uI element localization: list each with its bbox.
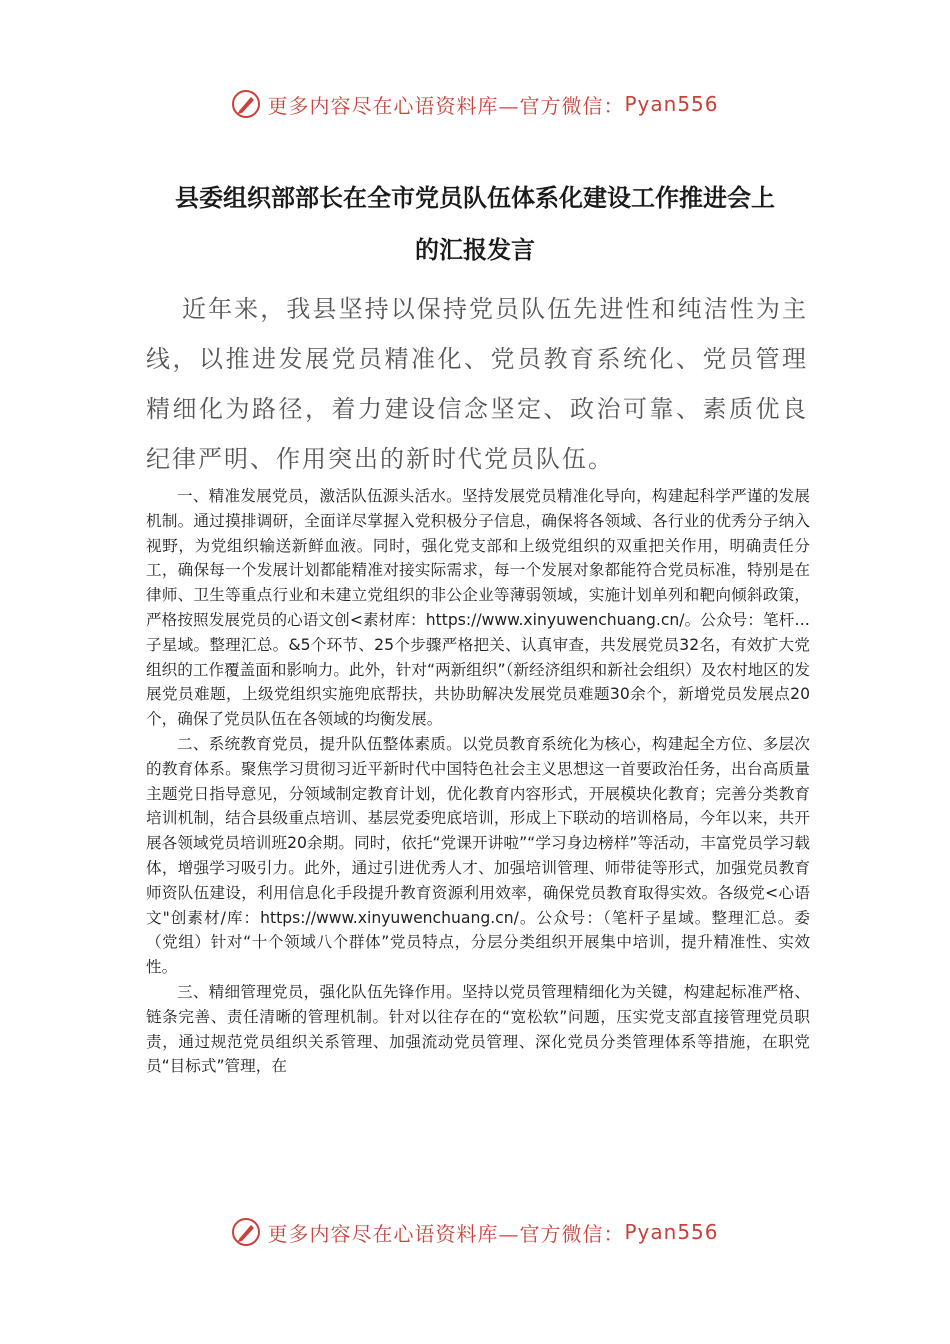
title-line-1: 县委组织部部长在全市党员队伍体系化建设工作推进会上 (175, 184, 775, 212)
pen-logo-icon (231, 89, 261, 119)
paragraph-3: 三、精细管理党员，强化队伍先锋作用。坚持以党员管理精细化为关键，构建起标准严格、链条完善、责任清晰的管理机制。针对以往存在的“宽松软”问题，压实党支部直接管理党员职责，通过规范党员组织关系管理、加强流动党员管理、深化党员分类管理体系等措施，在职党员“目标式”管理，在 (146, 982, 810, 1076)
paragraph-2: 二、系统教育党员，提升队伍整体素质。以党员教育系统化为核心，构建起全方位、多层次的教育体系。聚焦学习贯彻习近平新时代中国特色社会主义思想这一首要政治任务，出台高质量主题党日指导意见，分领域制定教育计划，优化教育内容形式，开展模块化教育；完善分类教育培训机制，结合县级重点培训、基层党委兜底培训，形成上下联动的培训格局，今年以来，共开展各领域党员培训班20余期。同时，依托“党课开讲啦”“学习身边榜样”等活动，丰富党员学习载体，增强学习吸引力。此外，通过引进优秀人才、加强培训管理、师带徒等形式，加强党员教育师资队伍建设，利用信息化手段提升教育资源利用效率，确保党员教育取得实效。各级党<心语文"创素材/库：https://www.xinyuwenchuang.cn/。公众号：（笔杆子星域。整理汇总。委（党组）针对“十个领域八个群体”党员特点，分层分类组织开展集中培训，提升精准性、实效性。 (146, 734, 810, 977)
footer-banner (0, 1212, 950, 1252)
banner-text: 更多内容尽在心语资料库—官方微信： (267, 93, 625, 118)
title-line-2: 的汇报发言 (415, 236, 535, 264)
document-body (146, 484, 810, 1079)
banner-text: 更多内容尽在心语资料库—官方微信： (267, 1221, 625, 1246)
lead-paragraph: 近年来，我县坚持以保持党员队伍先进性和纯洁性为主线，以推进发展党员精准化、党员教育系统化、党员管理精细化为路径，着力建设信念坚定、政治可靠、素质优良纪律严明、作用突出的新时代党员队伍。 (146, 295, 808, 473)
paragraph-1: 一、精准发展党员，激活队伍源头活水。坚持发展党员精准化导向，构建起科学严谨的发展机制。通过摸排调研，全面详尽掌握入党积极分子信息，确保将各领域、各行业的优秀分子纳入视野，为党组织输送新鲜血液。同时，强化党支部和上级党组织的双重把关作用，明确责任分工，确保每一个发展计划都能精准对接实际需求，每一个发展对象都能符合党员标准，特别是在律师、卫生等重点行业和未建立党组织的非公企业等薄弱领域，实施计划单列和靶向倾斜政策，严格按照发展党员的心语文创<素材库：https://www.xinyuwenchuang.cn/。公众号：笔杆…子星域。整理汇总。&5个环节、25个步骤严格把关、认真审查，共发展党员32名，有效扩大党组织的工作覆盖面和影响力。此外，针对“两新组织”（新经济组织和新社会组织）及农村地区的发展党员难题，上级党组织实施兜底帮扶，共协助解决发展党员难题30余个，新增党员发展点20个，确保了党员队伍在各领域的均衡发展。 (146, 487, 810, 729)
document-title (140, 172, 810, 276)
banner-wechat-id: Pyan556 (624, 92, 719, 116)
banner-wechat-id: Pyan556 (624, 1220, 719, 1244)
pen-logo-icon (231, 1217, 261, 1247)
header-banner (0, 84, 950, 124)
